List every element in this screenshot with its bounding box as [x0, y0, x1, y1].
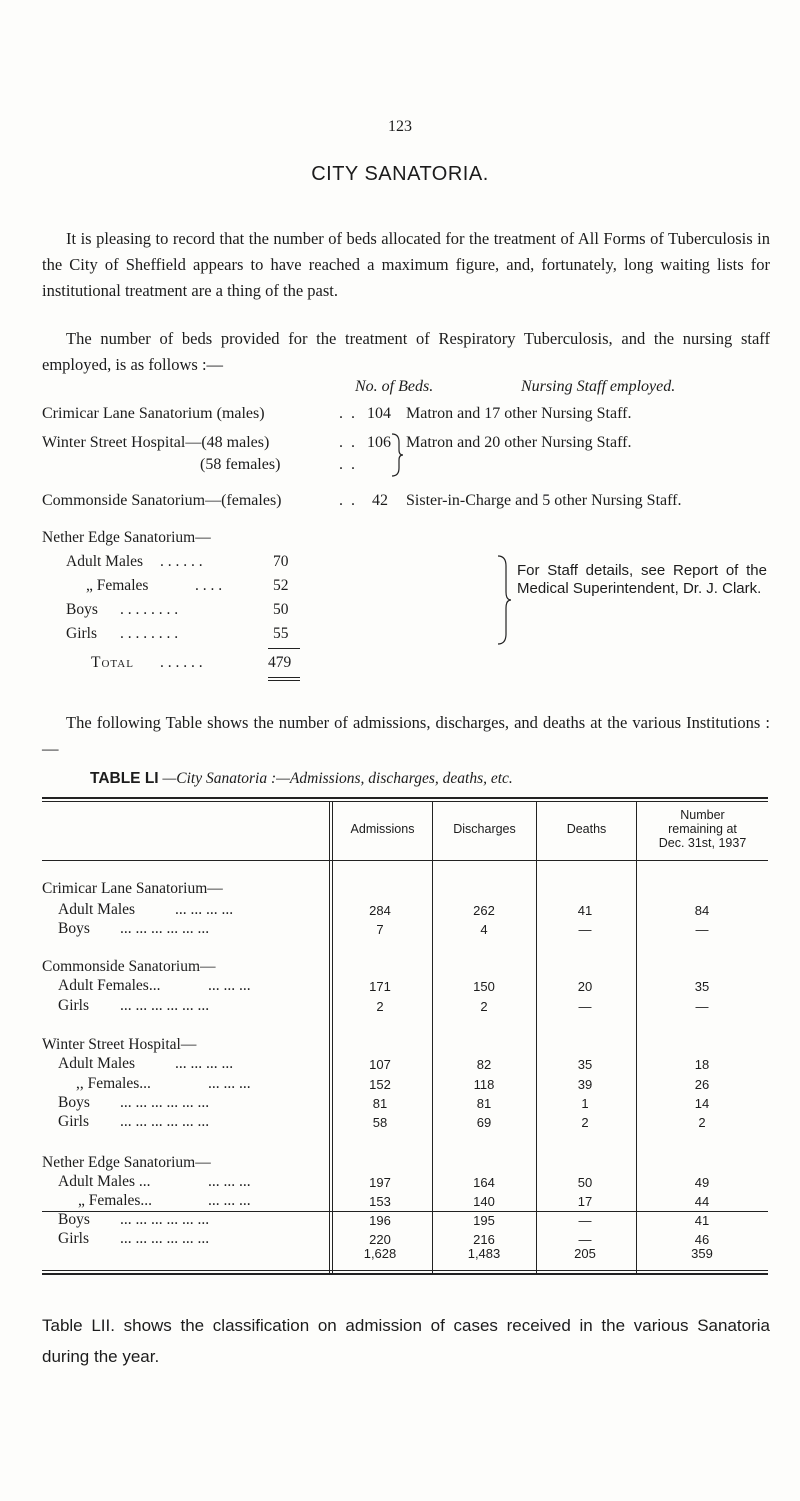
cell-deaths: 2	[581, 1115, 589, 1130]
cell-admissions: 284	[369, 903, 391, 918]
total-admissions: 1,628	[363, 1246, 397, 1261]
commonside-beds: 42	[372, 492, 388, 509]
table-row-dots: ... ... ...	[208, 1173, 251, 1190]
cell-discharges: 118	[473, 1077, 495, 1092]
cell-discharges: 81	[476, 1096, 492, 1111]
cell-admissions: 58	[372, 1115, 388, 1130]
cell-remaining: 14	[694, 1096, 710, 1111]
total-discharges: 1,483	[467, 1246, 501, 1261]
table-row-dots: ... ... ...	[208, 1192, 251, 1209]
nether-row-beds: 50	[273, 601, 289, 618]
crimicar-staff: Matron and 17 other Nursing Staff.	[406, 405, 632, 422]
commonside-beds-label: Commonside Sanatorium—(females)	[42, 492, 282, 509]
nether-row-dots: . . . . . . . .	[120, 601, 179, 618]
group-label-nether: Nether Edge Sanatorium—	[42, 1154, 211, 1171]
col-divider-3	[536, 802, 537, 1274]
nether-beds-label: Nether Edge Sanatorium—	[42, 529, 211, 546]
table-row-label: Adult Males ...	[58, 1173, 151, 1190]
table-bottom-rule-2	[42, 1273, 768, 1275]
cell-remaining: 35	[694, 979, 710, 994]
cell-deaths: —	[578, 1232, 592, 1247]
cell-discharges: 69	[476, 1115, 492, 1130]
cell-remaining: 41	[694, 1213, 710, 1228]
cell-deaths: —	[578, 922, 592, 937]
table-row-dots: ... ... ... ...	[175, 1055, 234, 1072]
table-row-label: Adult Females...	[58, 977, 161, 994]
cell-remaining: 44	[694, 1194, 710, 1209]
nether-row-label: Girls	[66, 625, 97, 642]
table-row-label: Adult Males	[58, 901, 136, 918]
table-intro-text: The following Table shows the number of admissions, discharges, and deaths at the various Institutions :—	[42, 713, 770, 758]
cell-admissions: 220	[369, 1232, 391, 1247]
cell-admissions: 152	[369, 1077, 391, 1092]
cell-deaths: 1	[581, 1096, 589, 1111]
cell-deaths: 20	[577, 979, 593, 994]
table-row-dots: ... ... ... ...	[175, 901, 234, 918]
table-top-rule-2	[42, 801, 768, 802]
total-remaining: 359	[691, 1246, 713, 1261]
cell-remaining: —	[695, 999, 709, 1014]
header-discharges: Discharges	[453, 822, 516, 836]
cell-deaths: 39	[577, 1077, 593, 1092]
table-row-dots: ... ... ... ... ... ...	[120, 997, 210, 1014]
commonside-dots: . .	[339, 492, 357, 509]
cell-admissions: 171	[369, 979, 391, 994]
cell-discharges: 195	[473, 1213, 495, 1228]
nether-row-dots: . . . . . . . .	[120, 625, 179, 642]
table-header-rule	[42, 860, 768, 861]
header-admissions: Admissions	[350, 822, 415, 836]
table-row-label: Boys	[58, 1211, 90, 1228]
header-remaining-1: Number	[680, 808, 725, 822]
page-title: CITY SANATORIA.	[311, 163, 489, 185]
crimicar-beds-label: Crimicar Lane Sanatorium (males)	[42, 405, 265, 422]
cell-remaining: —	[695, 922, 709, 937]
cell-remaining: 46	[694, 1232, 710, 1247]
cell-discharges: 164	[473, 1175, 495, 1190]
cell-remaining: 49	[694, 1175, 710, 1190]
group-label-winter: Winter Street Hospital—	[42, 1036, 197, 1053]
header-remaining-2: remaining at	[668, 822, 737, 836]
cell-remaining: 18	[694, 1057, 710, 1072]
table-top-rule	[42, 797, 768, 799]
cell-discharges: 140	[473, 1194, 495, 1209]
table-row-label: Boys	[58, 920, 90, 937]
table-row-label: Adult Males	[58, 1055, 136, 1072]
col-divider-4	[636, 802, 637, 1274]
group-label-crimicar: Crimicar Lane Sanatorium—	[42, 880, 223, 897]
closing-paragraph-text: Table LII. shows the classification on admission of cases received in the various Sanatoria during the year.	[42, 1316, 770, 1366]
total-rule-1	[268, 677, 300, 678]
winter-dots-2: . .	[339, 456, 357, 473]
table-row-label: Girls	[58, 1113, 89, 1130]
group-label-commonside: Commonside Sanatorium—	[42, 958, 216, 975]
cell-admissions: 107	[369, 1057, 391, 1072]
crimicar-dots: . .	[339, 405, 357, 422]
nether-staff-note: For Staff details, see Report of the Medical Superintendent, Dr. J. Clark.	[517, 562, 767, 597]
intro-paragraph	[42, 226, 770, 304]
nether-row-beds: 52	[273, 577, 289, 594]
table-row-label: Girls	[58, 997, 89, 1014]
table-row-label: Girls	[58, 1230, 89, 1247]
beds-paragraph-text: The number of beds provided for the treatment of Respiratory Tuberculosis, and the nursing staff employed, is as follows :—	[42, 329, 770, 374]
staff-column-header: Nursing Staff employed.	[521, 378, 676, 395]
col-divider-1b	[332, 802, 333, 1274]
nether-row-label: Adult Males	[66, 553, 144, 570]
table-row-dots: ... ... ...	[208, 1075, 251, 1092]
table-row-label: „ Females...	[78, 1192, 153, 1209]
table-title	[90, 770, 513, 788]
cell-remaining: 2	[698, 1115, 706, 1130]
table-title-caption: —City Sanatoria :—Admissions, discharges, deaths, etc.	[158, 770, 513, 787]
nether-row-beds: 70	[273, 553, 289, 570]
table-row-dots: ... ... ... ... ... ...	[120, 1211, 210, 1228]
nether-total-label: Total	[91, 654, 134, 671]
beds-column-header: No. of Beds.	[355, 378, 434, 395]
cell-discharges: 216	[473, 1232, 495, 1247]
table-intro-paragraph	[42, 710, 770, 762]
cell-admissions: 81	[372, 1096, 388, 1111]
cell-admissions: 196	[369, 1213, 391, 1228]
cell-discharges: 150	[473, 979, 495, 994]
cell-remaining: 26	[694, 1077, 710, 1092]
page-number: 123	[388, 118, 412, 135]
winter-dots-1: . .	[339, 434, 357, 451]
winter-staff: Matron and 20 other Nursing Staff.	[406, 434, 632, 451]
winter-beds-label: Winter Street Hospital—(48 males)	[42, 434, 270, 451]
total-rule-2	[268, 680, 300, 681]
cell-admissions: 197	[369, 1175, 391, 1190]
winter-beds: 106	[367, 434, 391, 451]
col-divider-1	[329, 802, 330, 1274]
table-row-label: Boys	[58, 1094, 90, 1111]
cell-deaths: 17	[577, 1194, 593, 1209]
table-row-dots: ... ... ... ... ... ...	[120, 1113, 210, 1130]
table-bottom-rule	[42, 1270, 768, 1271]
nether-total-beds: 479	[268, 654, 292, 671]
cell-deaths: 50	[577, 1175, 593, 1190]
nether-row-dots: . . . . . .	[160, 553, 203, 570]
commonside-staff: Sister-in-Charge and 5 other Nursing Staff.	[406, 492, 682, 509]
cell-admissions: 153	[369, 1194, 391, 1209]
winter-brace	[390, 432, 404, 478]
cell-admissions: 2	[376, 999, 384, 1014]
cell-admissions: 7	[376, 922, 384, 937]
table-row-label: ,, Females...	[76, 1075, 151, 1092]
cell-discharges: 4	[480, 922, 488, 937]
winter-beds-label-females: (58 females)	[200, 456, 281, 473]
intro-paragraph-text: It is pleasing to record that the number of beds allocated for the treatment of All Forms of Tuberculosis in the City of Sheffield appears to have reached a maximum figure, and, fortunately, long waiting lists for institutional treatment are a thing of the past.	[42, 229, 770, 300]
cell-deaths: —	[578, 1213, 592, 1228]
total-deaths: 205	[574, 1246, 596, 1261]
subtotal-rule	[268, 648, 300, 649]
crimicar-beds: 104	[367, 405, 391, 422]
col-divider-2	[432, 802, 433, 1274]
nether-row-dots: . . . .	[195, 577, 223, 594]
cell-deaths: —	[578, 999, 592, 1014]
header-remaining-3: Dec. 31st, 1937	[658, 836, 747, 850]
nether-row-beds: 55	[273, 625, 289, 642]
table-row-dots: ... ... ...	[208, 977, 251, 994]
table-title-number: TABLE LI	[90, 770, 159, 787]
cell-discharges: 262	[473, 903, 495, 918]
nether-total-dots: . . . . . .	[160, 654, 203, 671]
cell-discharges: 82	[476, 1057, 492, 1072]
table-row-dots: ... ... ... ... ... ...	[120, 920, 210, 937]
closing-paragraph	[42, 1310, 770, 1372]
beds-paragraph	[42, 326, 770, 378]
nether-brace	[496, 554, 512, 646]
cell-deaths: 41	[577, 903, 593, 918]
cell-remaining: 84	[694, 903, 710, 918]
header-deaths: Deaths	[566, 822, 607, 836]
nether-row-label: Boys	[66, 601, 98, 618]
table-row-dots: ... ... ... ... ... ...	[120, 1094, 210, 1111]
table-row-dots: ... ... ... ... ... ...	[120, 1230, 210, 1247]
cell-deaths: 35	[577, 1057, 593, 1072]
nether-row-label: „ Females	[86, 577, 149, 594]
cell-discharges: 2	[480, 999, 488, 1014]
